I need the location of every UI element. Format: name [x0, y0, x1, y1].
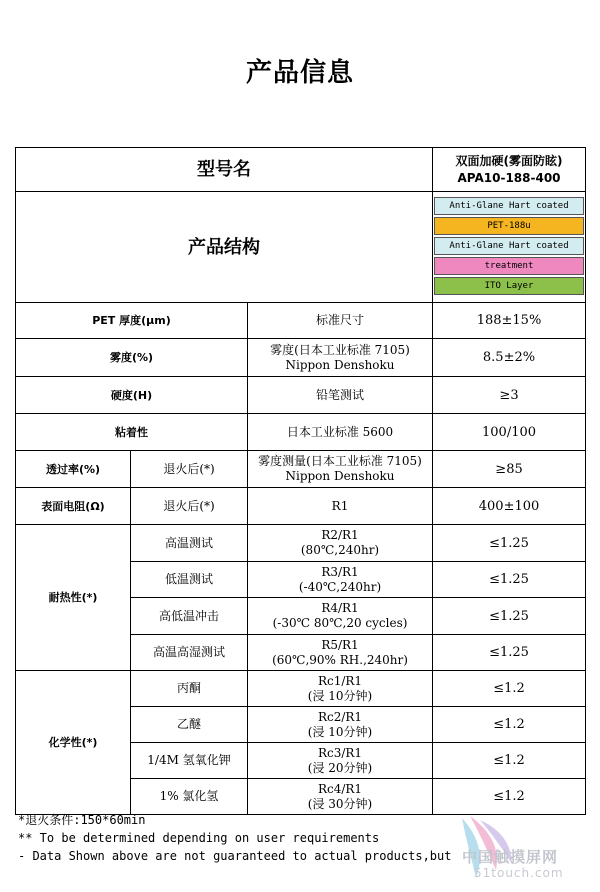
test-method: [248, 451, 433, 488]
model-row: [16, 148, 586, 192]
test-name: 乙醚: [131, 707, 248, 743]
table-row: [16, 339, 586, 377]
test-method-line: (浸 20分钟): [307, 760, 373, 775]
watermark-text: 中国触摸屏网: [462, 848, 559, 866]
table-row: [16, 451, 586, 488]
test-method: 日本工业标准 5600: [248, 414, 433, 451]
row-label: 雾度(%): [16, 339, 248, 377]
test-method: [248, 562, 433, 598]
spec-value: ≤1.2: [433, 779, 586, 815]
spec-value: 188±15%: [433, 303, 586, 339]
group-label-chemical: 化学性(*): [16, 671, 131, 815]
spec-value: 8.5±2%: [433, 339, 586, 377]
test-method: [248, 339, 433, 377]
model-name-line2: APA10-188-400: [457, 170, 561, 185]
test-name: 1% 氯化氢: [131, 779, 248, 815]
test-method: 标准尺寸: [248, 303, 433, 339]
layer-item: ITO Layer: [434, 277, 584, 295]
layer-item: PET-188u: [434, 217, 584, 235]
watermark-url: 51touch.com: [474, 866, 564, 880]
test-method: [248, 671, 433, 707]
spec-value: 400±100: [433, 488, 586, 525]
spec-value: ≥85: [433, 451, 586, 488]
test-method-line: Rc4/R1: [317, 781, 363, 796]
test-method: [248, 525, 433, 562]
test-method-line: (-30℃ 80℃,20 cycles): [272, 616, 408, 630]
test-method: [248, 743, 433, 779]
test-method: 铅笔测试: [248, 377, 433, 414]
table-row: [16, 303, 586, 339]
row-label: 透过率(%): [16, 451, 131, 488]
test-method-line: (-40℃,240hr): [298, 579, 382, 594]
structure-label: 产品结构: [16, 192, 433, 303]
test-method-line: R5/R1: [321, 637, 359, 652]
test-method-line: (浸 10分钟): [307, 724, 373, 739]
test-name: 丙酮: [131, 671, 248, 707]
test-method-line: R4/R1: [321, 601, 359, 615]
model-name: [433, 148, 586, 192]
page-title: 产品信息: [245, 58, 354, 88]
test-method-line: 雾度(日本工业标准 7105): [270, 342, 410, 357]
test-name: 低温测试: [131, 562, 248, 598]
layer-stack: [433, 192, 586, 303]
test-method-line: Nippon Denshoku: [285, 469, 395, 483]
row-label: 粘着性: [16, 414, 248, 451]
test-name: 高温测试: [131, 525, 248, 562]
spec-value: ≤1.25: [433, 635, 586, 671]
spec-value: ≤1.25: [433, 562, 586, 598]
structure-row: [16, 192, 586, 303]
test-method-line: 雾度测量(日本工业标准 7105): [258, 454, 422, 468]
row-label: 硬度(H): [16, 377, 248, 414]
group-label-heat: 耐热性(*): [16, 525, 131, 671]
footnote: *退火条件:150*60min: [18, 813, 146, 827]
spec-value: ≤1.25: [433, 598, 586, 635]
test-name: 高温高湿测试: [131, 635, 248, 671]
test-method-line: (浸 30分钟): [307, 796, 373, 811]
spec-value: ≤1.25: [433, 525, 586, 562]
spec-value: ≤1.2: [433, 743, 586, 779]
test-method-line: (浸 10分钟): [307, 688, 373, 703]
test-method: [248, 707, 433, 743]
spec-value: 100/100: [433, 414, 586, 451]
spec-table: [15, 147, 586, 815]
row-label: PET 厚度(μm): [16, 303, 248, 339]
footnote: ** To be determined depending on user requirements: [18, 831, 380, 845]
row-sublabel: 退火后(*): [131, 451, 248, 488]
test-name: 高低温冲击: [131, 598, 248, 635]
spec-value: ≤1.2: [433, 707, 586, 743]
layer-item: Anti-Glane Hart coated: [434, 237, 584, 255]
test-method: R1: [248, 488, 433, 525]
spec-value: ≥3: [433, 377, 586, 414]
footnote: - Data Shown above are not guaranteed to actual products,but: [18, 849, 452, 863]
test-method-line: Rc1/R1: [317, 673, 363, 688]
layer-item: Anti-Glane Hart coated: [434, 197, 584, 215]
test-name: 1/4M 氢氧化钾: [131, 743, 248, 779]
test-method-line: R2/R1: [321, 528, 359, 542]
test-method-line: (60℃,90% RH.,240hr): [272, 652, 408, 667]
test-method-line: (80℃,240hr): [300, 543, 380, 557]
test-method: [248, 598, 433, 635]
table-row: [16, 377, 586, 414]
table-row: [16, 488, 586, 525]
test-method-line: Rc3/R1: [317, 745, 363, 760]
test-method: [248, 635, 433, 671]
row-sublabel: 退火后(*): [131, 488, 248, 525]
test-method-line: Nippon Denshoku: [285, 357, 395, 372]
layer-item: treatment: [434, 257, 584, 275]
table-row: [16, 414, 586, 451]
test-method: [248, 779, 433, 815]
model-label: 型号名: [16, 148, 433, 192]
test-method-line: R3/R1: [321, 564, 359, 579]
test-method-line: Rc2/R1: [317, 709, 363, 724]
table-row: [16, 671, 586, 707]
table-row: [16, 525, 586, 562]
model-name-line1: 双面加硬(雾面防眩): [455, 153, 563, 168]
spec-value: ≤1.2: [433, 671, 586, 707]
row-label: 表面电阻(Ω): [16, 488, 131, 525]
